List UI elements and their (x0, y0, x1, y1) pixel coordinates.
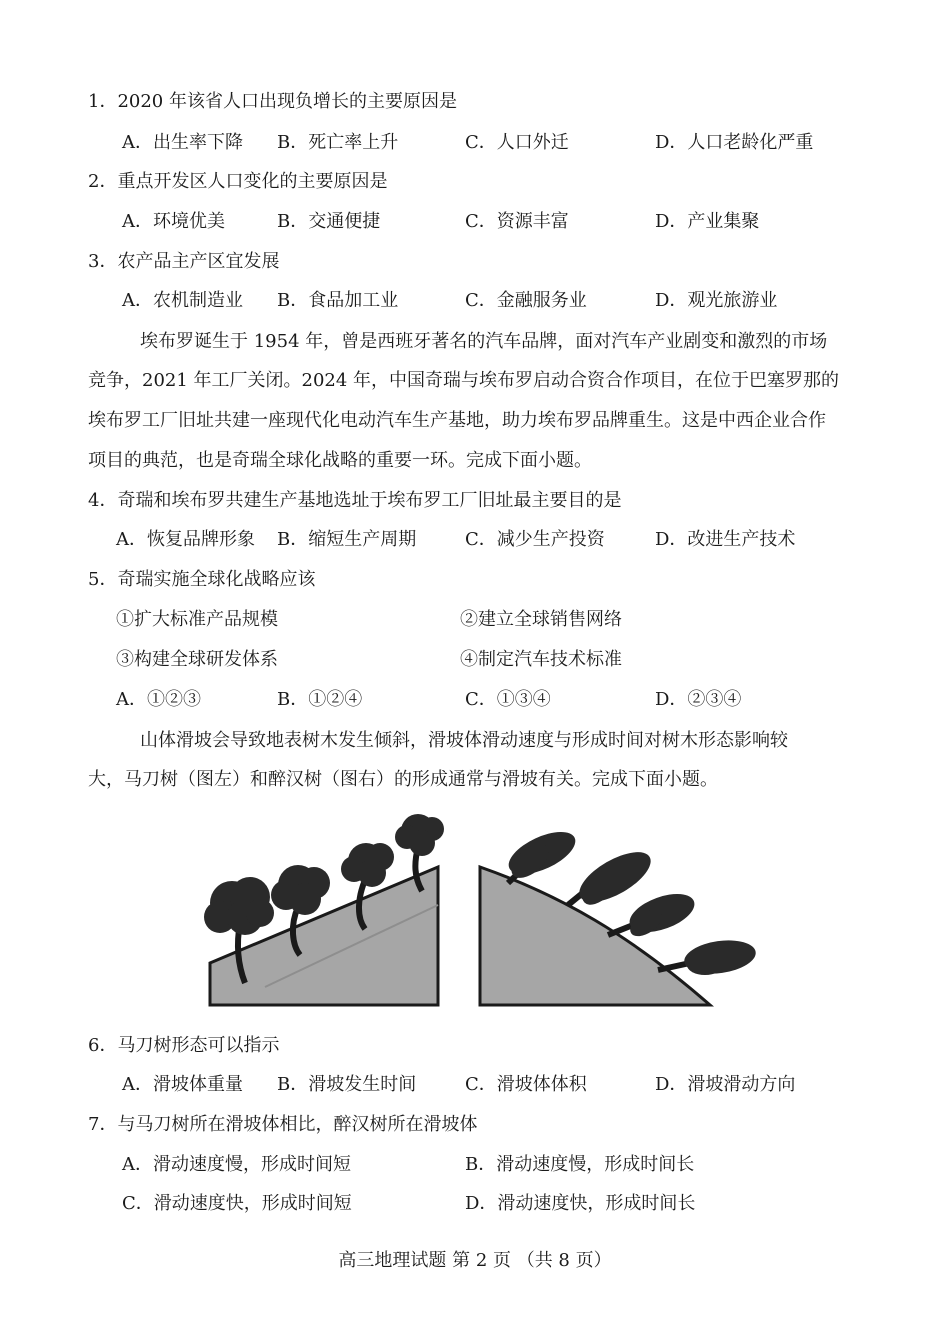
q4-option-c: C．减少生产投资 (465, 529, 605, 550)
q5-statement-3: ③构建全球研发体系 (116, 649, 278, 670)
question-2-stem: 2．重点开发区人口变化的主要原因是 (88, 171, 388, 192)
question-3-stem: 3．农产品主产区宜发展 (88, 251, 280, 272)
drunken-tree-1 (503, 823, 582, 884)
question-1-stem: 1．2020 年该省人口出现负增长的主要原因是 (88, 91, 457, 112)
q2-option-c: C．资源丰富 (465, 211, 569, 232)
q2-option-b: B．交通便捷 (277, 211, 381, 232)
q5-statement-1: ①扩大标准产品规模 (116, 609, 278, 630)
q4-option-a: A．恢复品牌形象 (116, 529, 255, 550)
q3-option-a: A．农机制造业 (122, 290, 243, 311)
q5-option-c: C．①③④ (465, 689, 551, 710)
q4-option-b: B．缩短生产周期 (277, 529, 417, 550)
q1-option-a: A．出生率下降 (122, 132, 243, 153)
q1-option-c: C．人口外迁 (465, 132, 569, 153)
q5-statement-2: ②建立全球销售网络 (460, 609, 622, 630)
q5-statement-4: ④制定汽车技术标准 (460, 649, 622, 670)
question-5-stem: 5．奇瑞实施全球化战略应该 (88, 569, 316, 590)
passage-ebro-line-4: 项目的典范，也是奇瑞全球化战略的重要一环。完成下面小题。 (88, 450, 592, 471)
question-7-stem: 7．与马刀树所在滑坡体相比，醉汉树所在滑坡体 (88, 1114, 478, 1135)
q2-option-a: A．环境优美 (122, 211, 225, 232)
q6-option-d: D．滑坡滑动方向 (655, 1074, 796, 1095)
q6-option-c: C．滑坡体体积 (465, 1074, 587, 1095)
q7-option-c: C．滑动速度快，形成时间短 (122, 1193, 352, 1214)
q3-option-c: C．金融服务业 (465, 290, 587, 311)
question-4-stem: 4．奇瑞和埃布罗共建生产基地选址于埃布罗工厂旧址最主要目的是 (88, 490, 622, 511)
drunken-tree-2 (568, 842, 658, 911)
q7-option-a: A．滑动速度慢，形成时间短 (122, 1154, 351, 1175)
q7-option-d: D．滑动速度快，形成时间长 (465, 1193, 696, 1214)
passage-ebro-line-3: 埃布罗工厂旧址共建一座现代化电动汽车生产基地，助力埃布罗品牌重生。这是中西企业合作 (88, 410, 826, 431)
passage-ebro-line-1: 埃布罗诞生于 1954 年，曾是西班牙著名的汽车品牌，面对汽车产业剧变和激烈的市场 (140, 331, 828, 352)
q3-option-b: B．食品加工业 (277, 290, 399, 311)
q5-option-a: A．①②③ (116, 689, 201, 710)
q7-option-b: B．滑动速度慢，形成时间长 (465, 1154, 695, 1175)
drunken-tree-3 (608, 886, 699, 941)
q2-option-d: D．产业集聚 (655, 211, 760, 232)
passage-ebro-line-2: 竞争，2021 年工厂关闭。2024 年，中国奇瑞与埃布罗启动合资合作项目，在位于巴塞罗那的 (88, 370, 840, 391)
q5-option-d: D．②③④ (655, 689, 742, 710)
q3-option-d: D．观光旅游业 (655, 290, 778, 311)
q6-option-b: B．滑坡发生时间 (277, 1074, 417, 1095)
landslide-tree-figure (190, 805, 770, 1010)
q1-option-b: B．死亡率上升 (277, 132, 399, 153)
page-footer: 高三地理试题 第 2 页 （共 8 页） (338, 1250, 612, 1271)
q6-option-a: A．滑坡体重量 (122, 1074, 243, 1095)
q5-option-b: B．①②④ (277, 689, 363, 710)
drunken-tree-4 (658, 936, 758, 978)
passage-landslide-line-1: 山体滑坡会导致地表树木发生倾斜，滑坡体滑动速度与形成时间对树木形态影响较 (140, 730, 788, 751)
q1-option-d: D．人口老龄化严重 (655, 132, 814, 153)
q4-option-d: D．改进生产技术 (655, 529, 796, 550)
question-6-stem: 6．马刀树形态可以指示 (88, 1035, 280, 1056)
passage-landslide-line-2: 大，马刀树（图左）和醉汉树（图右）的形成通常与滑坡有关。完成下面小题。 (88, 769, 718, 790)
